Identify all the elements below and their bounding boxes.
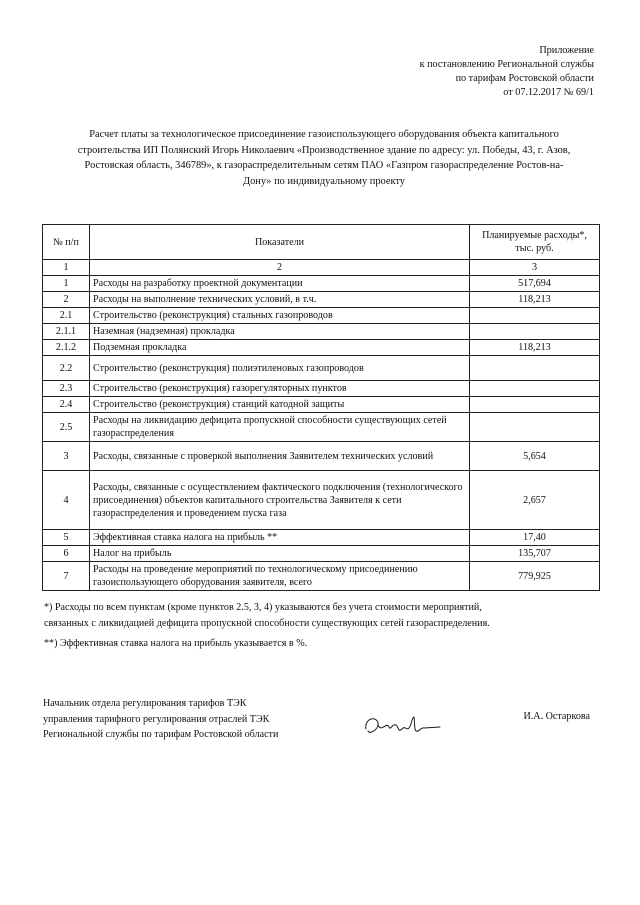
position-line: Начальник отдела регулирования тарифов ТЭК bbox=[43, 698, 247, 709]
footnote-1-line-2: связанных с ликвидацией дефицита пропускной способности существующих сетей газораспределения. bbox=[44, 617, 490, 629]
row-num: 1 bbox=[43, 276, 90, 292]
col-num-1: 1 bbox=[43, 260, 90, 276]
row-num: 4 bbox=[43, 471, 90, 530]
row-num: 2.4 bbox=[43, 397, 90, 413]
calculation-table bbox=[42, 224, 600, 591]
row-num: 2.5 bbox=[43, 413, 90, 442]
row-value bbox=[470, 324, 600, 340]
table-row bbox=[43, 381, 600, 397]
footnote-2: **) Эффективная ставка налога на прибыль указывается в %. bbox=[44, 638, 308, 649]
row-num: 2.2 bbox=[43, 356, 90, 381]
annex-date-line: от 07.12.2017 № 69/1 bbox=[503, 87, 594, 98]
row-value bbox=[470, 413, 600, 442]
col-num-2: 2 bbox=[90, 260, 470, 276]
position-line: управления тарифного регулирования отраслей ТЭК bbox=[43, 713, 270, 725]
row-value: 135,707 bbox=[470, 546, 600, 562]
row-value bbox=[470, 397, 600, 413]
table-row bbox=[43, 397, 600, 413]
row-value bbox=[470, 381, 600, 397]
row-text: Расходы на проведение мероприятий по технологическому присоединению газоиспользующего оборудования заявителя, всего bbox=[90, 562, 470, 591]
column-number-row bbox=[43, 260, 600, 276]
row-value: 2,657 bbox=[470, 471, 600, 530]
annex-line: Приложение bbox=[539, 45, 594, 56]
row-num: 2 bbox=[43, 292, 90, 308]
row-value: 779,925 bbox=[470, 562, 600, 591]
row-num: 6 bbox=[43, 546, 90, 562]
row-value: 118,213 bbox=[470, 340, 600, 356]
title-line: Расчет платы за технологическое присоединение газоиспользующего оборудования объекта капитального bbox=[89, 129, 559, 140]
row-value bbox=[470, 308, 600, 324]
table-row bbox=[43, 471, 600, 530]
table-row bbox=[43, 442, 600, 471]
header-costs: Планируемые расходы*, тыс. руб. bbox=[470, 225, 600, 260]
position-line: Региональной службы по тарифам Ростовской области bbox=[43, 729, 279, 740]
table-row bbox=[43, 276, 600, 292]
header-num: № п/п bbox=[43, 225, 90, 260]
row-value: 517,694 bbox=[470, 276, 600, 292]
annex-line: к постановлению Региональной службы bbox=[419, 59, 594, 70]
row-num: 2.3 bbox=[43, 381, 90, 397]
table-row bbox=[43, 413, 600, 442]
row-value: 17,40 bbox=[470, 530, 600, 546]
row-num: 3 bbox=[43, 442, 90, 471]
row-text: Расходы на ликвидацию дефицита пропускной способности существующих сетей газораспределения bbox=[90, 413, 470, 442]
header-indicators: Показатели bbox=[90, 225, 470, 260]
table-row bbox=[43, 546, 600, 562]
footnote-1-line-1: *) Расходы по всем пунктам (кроме пунктов 2.5, 3, 4) указываются без учета стоимости мероприятий, bbox=[44, 602, 482, 613]
table-row bbox=[43, 340, 600, 356]
title-line: Ростовская область, 346789», к газораспределительным сетям ПАО «Газпром газораспределение Ростов-на- bbox=[84, 160, 564, 172]
row-value: 118,213 bbox=[470, 292, 600, 308]
table-row bbox=[43, 562, 600, 591]
annex-line: по тарифам Ростовской области bbox=[455, 73, 594, 84]
row-text: Подземная прокладка bbox=[90, 340, 470, 356]
table-row bbox=[43, 308, 600, 324]
row-text: Строительство (реконструкция) газорегуляторных пунктов bbox=[90, 381, 470, 397]
row-value: 5,654 bbox=[470, 442, 600, 471]
row-text: Налог на прибыль bbox=[90, 546, 470, 562]
footnotes bbox=[44, 600, 600, 652]
title-line: Дону» по индивидуальному проекту bbox=[243, 175, 405, 187]
annex-header bbox=[420, 44, 594, 100]
document-title bbox=[50, 127, 598, 189]
row-text: Строительство (реконструкция) полиэтиленовых газопроводов bbox=[90, 356, 470, 381]
row-num: 5 bbox=[43, 530, 90, 546]
table-row bbox=[43, 530, 600, 546]
row-num: 7 bbox=[43, 562, 90, 591]
handwritten-signature bbox=[362, 711, 442, 743]
table-header-row bbox=[43, 225, 600, 260]
title-line: строительства ИП Полянский Игорь Николаевич «Производственное здание по адресу: ул. Победы, 43, г. Азов, bbox=[77, 144, 571, 156]
row-text: Расходы на выполнение технических условий, в т.ч. bbox=[90, 292, 470, 308]
table-row bbox=[43, 292, 600, 308]
col-num-3: 3 bbox=[470, 260, 600, 276]
signer-position bbox=[43, 696, 278, 743]
row-num: 2.1.2 bbox=[43, 340, 90, 356]
row-num: 2.1 bbox=[43, 308, 90, 324]
row-num: 2.1.1 bbox=[43, 324, 90, 340]
row-text: Расходы на разработку проектной документации bbox=[90, 276, 470, 292]
table-row bbox=[43, 324, 600, 340]
table-row bbox=[43, 356, 600, 381]
row-text: Расходы, связанные с осуществлением фактического подключения (технологического присоединения) объектов капитального строительства Заявителя к сети газораспределения и проведением пуска газа bbox=[90, 471, 470, 530]
row-text: Строительство (реконструкция) стальных газопроводов bbox=[90, 308, 470, 324]
row-value bbox=[470, 356, 600, 381]
signer-name: И.А. Остаркова bbox=[523, 711, 590, 722]
row-text: Наземная (надземная) прокладка bbox=[90, 324, 470, 340]
row-text: Строительство (реконструкция) станций катодной защиты bbox=[90, 397, 470, 413]
row-text: Эффективная ставка налога на прибыль ** bbox=[90, 530, 470, 546]
row-text: Расходы, связанные с проверкой выполнения Заявителем технических условий bbox=[90, 442, 470, 471]
